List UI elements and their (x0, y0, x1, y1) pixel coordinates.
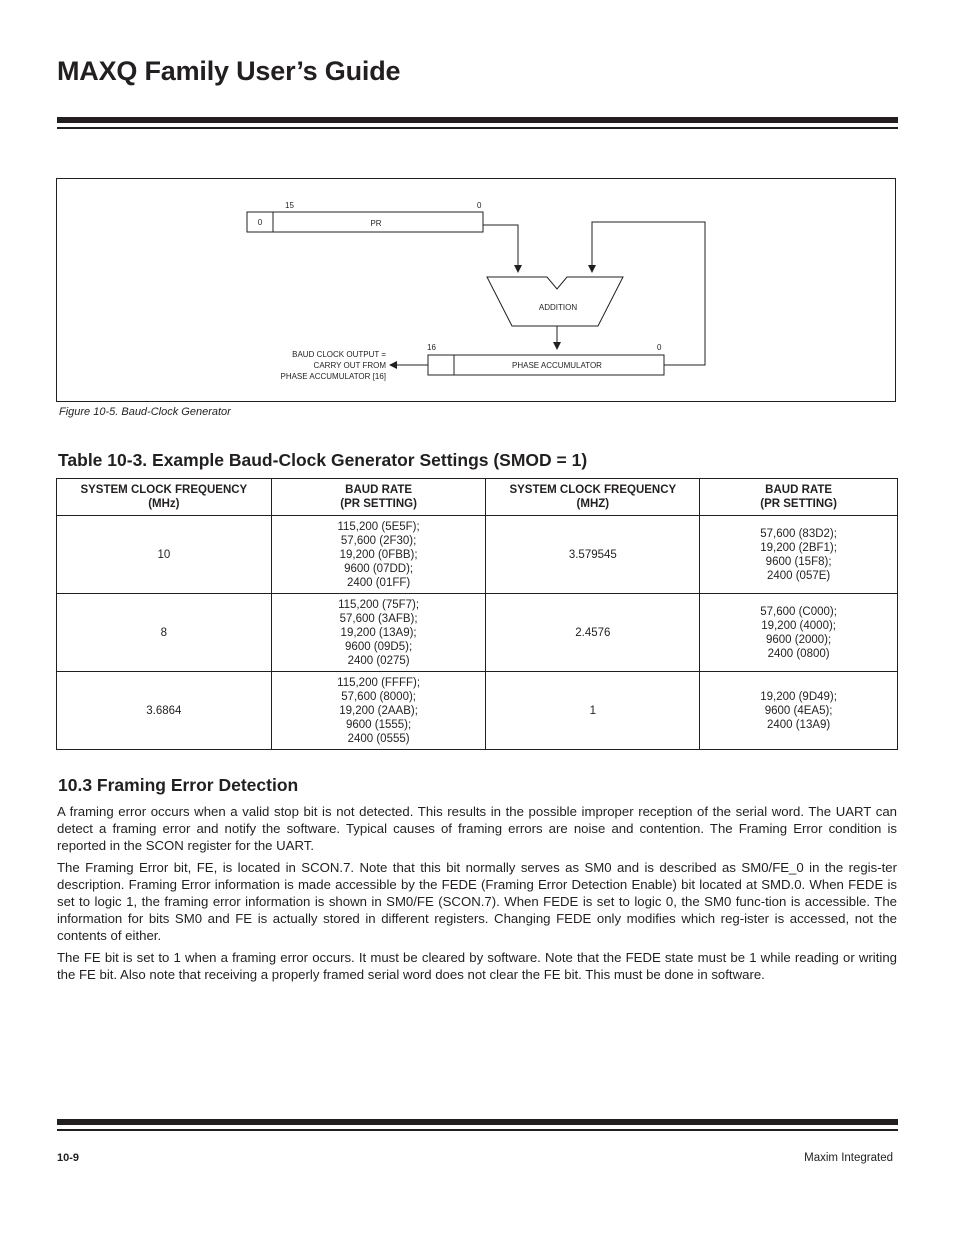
baud-setting-line: 115,200 (5E5F); (337, 520, 420, 533)
baud-setting-line: 2400 (0275) (347, 654, 410, 667)
header-line: (PR SETTING) (340, 498, 417, 510)
baud-rate-cell (700, 516, 898, 594)
header-line: BAUD RATE (765, 484, 833, 496)
system-clock-cell: 10 (57, 516, 272, 594)
header-baud-rate-1 (271, 479, 486, 516)
pr-bit-low: 0 (477, 201, 482, 210)
pr-extra-bit: 0 (257, 218, 263, 227)
paragraph-1: A framing error occurs when a valid stop bit is not detected. This results in the possible improper reception of the serial word. The UART can detect a framing error and notify the software. Typical causes of framing errors are noise and contention. The Framing Error condition is reported in the SCON register for the UART. (57, 804, 897, 853)
system-clock-cell: 8 (57, 594, 272, 672)
table-row (57, 672, 898, 750)
baud-setting-line: 9600 (09D5); (345, 640, 413, 653)
output-label-line-1: BAUD CLOCK OUTPUT = (292, 350, 386, 359)
accumulator-label: PHASE ACCUMULATOR (512, 361, 602, 370)
baud-rate-cell (271, 594, 486, 672)
baud-setting-line: 19,200 (13A9); (340, 626, 417, 639)
baud-rate-cell (271, 516, 486, 594)
header-line: SYSTEM CLOCK FREQUENCY (80, 484, 248, 496)
header-line: (MHZ) (576, 498, 610, 510)
paragraph-3: The FE bit is set to 1 when a framing error occurs. It must be cleared by software. Note that the FEDE state must be 1 while reading or writing the FE bit. Also note that receiving a properly framed serial word does not clear the FE bit. This must be done in software. (57, 950, 897, 982)
document-title: MAXQ Family User’s Guide (57, 56, 401, 86)
footer-rule-thin (57, 1129, 898, 1131)
baud-setting-line: 2400 (057E) (766, 569, 831, 582)
baud-setting-line: 9600 (4EA5); (764, 704, 833, 717)
header-line: (PR SETTING) (760, 498, 837, 510)
baud-setting-line: 115,200 (75F7); (338, 598, 420, 611)
header-system-clock-2 (486, 479, 700, 516)
output-label-line-2: CARRY OUT FROM (313, 361, 386, 370)
accumulator-bit-high: 16 (427, 343, 436, 352)
pr-register-box (247, 212, 483, 232)
section-title: 10.3 Framing Error Detection (58, 775, 299, 795)
footer-rule-thick (57, 1119, 898, 1125)
baud-setting-line: 57,600 (8000); (341, 690, 416, 703)
adder-shape (487, 277, 623, 326)
system-clock-cell: 3.579545 (486, 516, 700, 594)
baud-rate-cell (700, 594, 898, 672)
baud-setting-line: 9600 (2000); (765, 633, 832, 646)
pr-label: PR (370, 219, 382, 228)
baud-setting-line: 19,200 (0FBB); (339, 548, 418, 561)
baud-setting-line: 19,200 (9D49); (760, 690, 837, 703)
feedback-arrow (592, 222, 705, 365)
baud-setting-line: 9600 (07DD); (344, 562, 414, 575)
baud-clock-figure (56, 178, 896, 402)
baud-setting-line: 115,200 (FFFF); (337, 676, 421, 689)
baud-rate-cell (700, 672, 898, 750)
baud-setting-line: 57,600 (83D2); (760, 527, 837, 540)
pr-bit-high: 15 (285, 201, 294, 210)
header-rule-thick (57, 117, 898, 123)
header-line: SYSTEM CLOCK FREQUENCY (509, 484, 677, 496)
output-label-line-3: PHASE ACCUMULATOR [16] (280, 372, 386, 381)
adder-label: ADDITION (538, 303, 578, 312)
header-rule-thin (57, 127, 898, 129)
baud-setting-line: 57,600 (3AFB); (339, 612, 418, 625)
pr-to-adder-arrow (483, 225, 518, 272)
baud-setting-line: 57,600 (2F30); (340, 534, 417, 547)
system-clock-cell: 3.6864 (57, 672, 272, 750)
header-system-clock-1 (57, 479, 272, 516)
baud-setting-line: 9600 (1555); (345, 718, 412, 731)
baud-settings-table (56, 478, 898, 750)
paragraph-2: The Framing Error bit, FE, is located in SCON.7. Note that this bit normally serves as SM0 and is described as SM0/FE_0 in the regis-ter description. Framing Error information is made accessible by the FEDE (Framing Error Detection Enable) bit located at SMD.0. When FEDE is set to logic 1, the framing error information is shown in SM0/FE (SCON.7). When FEDE is set to logic 0, the SM0 func-tion is accessible. The information for bits SM0 and FE is actually stored in different registers. Changing FEDE only modifies which reg-ister is accessed, not the contents of either. (57, 860, 897, 943)
baud-rate-cell (271, 672, 486, 750)
baud-setting-line: 57,600 (C000); (760, 605, 837, 618)
baud-setting-line: 2400 (0555) (347, 732, 410, 745)
baud-setting-line: 19,200 (4000); (761, 619, 836, 632)
baud-setting-line: 2400 (01FF) (346, 576, 411, 589)
company-name: Maxim Integrated (804, 1152, 893, 1164)
table-row (57, 516, 898, 594)
baud-clock-diagram (57, 179, 897, 403)
system-clock-cell: 2.4576 (486, 594, 700, 672)
table-row (57, 594, 898, 672)
table-title: Table 10-3. Example Baud-Clock Generator Settings (SMOD = 1) (58, 450, 588, 470)
header-line: BAUD RATE (345, 484, 413, 496)
table-header-row (57, 479, 898, 516)
header-line: (MHz) (148, 498, 180, 510)
system-clock-cell: 1 (486, 672, 700, 750)
baud-setting-line: 2400 (0800) (767, 647, 830, 660)
baud-setting-line: 9600 (15F8); (765, 555, 832, 568)
baud-setting-line: 2400 (13A9) (766, 718, 831, 731)
baud-setting-line: 19,200 (2AAB); (339, 704, 418, 717)
accumulator-bit-low: 0 (657, 343, 662, 352)
page-number: 10-9 (57, 1152, 80, 1164)
figure-caption: Figure 10-5. Baud-Clock Generator (59, 406, 231, 418)
header-baud-rate-2 (700, 479, 898, 516)
baud-setting-line: 19,200 (2BF1); (760, 541, 837, 554)
